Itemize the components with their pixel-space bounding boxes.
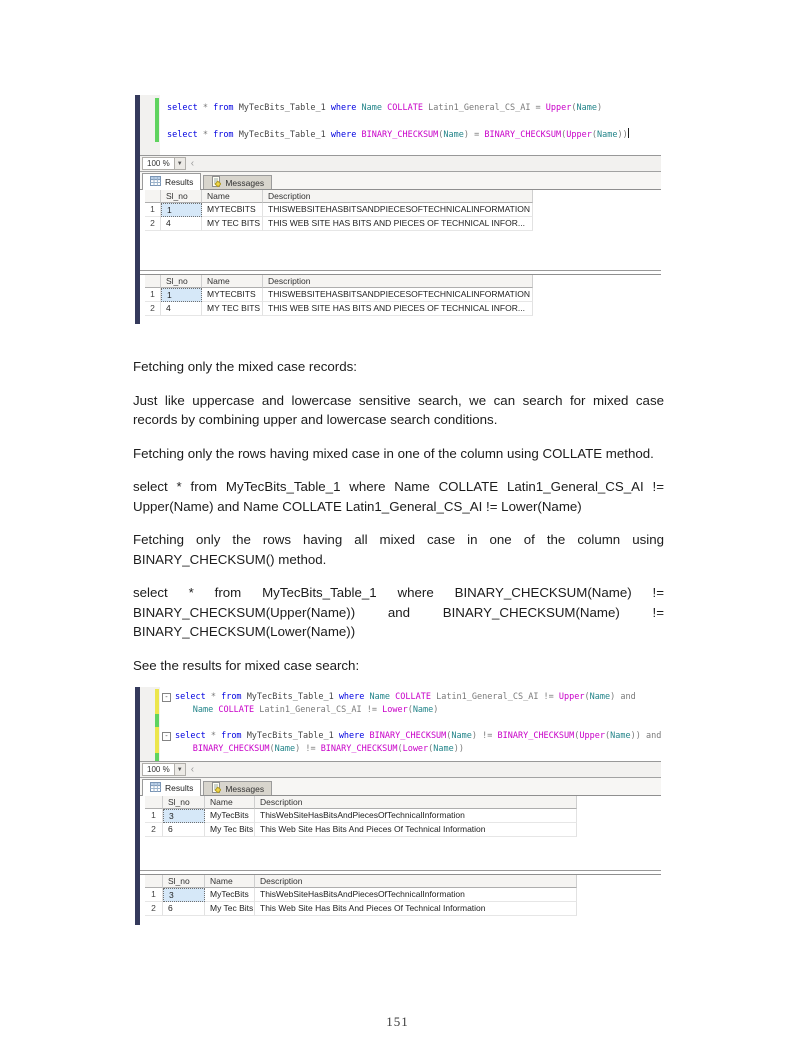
scroll-left-icon[interactable]: ‹	[190, 157, 195, 169]
results-grid-pane	[135, 795, 661, 870]
results-tab-strip	[135, 778, 661, 795]
tab-results[interactable]	[142, 779, 201, 796]
sql-token: (	[584, 692, 590, 702]
column-header-name[interactable]: Name	[205, 875, 255, 888]
data-cell[interactable]: 3	[163, 888, 205, 902]
text-cursor	[628, 128, 629, 138]
tab-label: Results	[165, 783, 194, 793]
data-cell[interactable]: 6	[163, 902, 205, 916]
column-header-description[interactable]: Description	[255, 875, 577, 888]
sql-code[interactable]	[162, 687, 661, 756]
sql-code[interactable]	[167, 95, 661, 142]
chevron-down-icon[interactable]: ▼	[175, 157, 186, 170]
tab-messages[interactable]	[203, 175, 272, 189]
sql-token: where	[338, 692, 365, 702]
sql-token	[162, 705, 193, 715]
sql-token: MyTecBits_Table_1	[246, 731, 334, 741]
code-line[interactable]	[167, 102, 661, 115]
sql-token: ))	[630, 731, 641, 741]
sql-token: Name	[412, 705, 434, 715]
row-number-cell[interactable]: 1	[145, 288, 161, 302]
paragraph-collate: Fetching only the rows having mixed case in one of the column using COLLATE method.	[133, 445, 654, 461]
tab-results[interactable]	[142, 173, 201, 190]
table-row	[145, 302, 661, 316]
sql-token: (	[438, 130, 444, 140]
table-row	[145, 888, 661, 902]
data-cell[interactable]: MY TEC BITS	[202, 302, 263, 316]
sql-token: ))	[453, 744, 465, 754]
sql-token: BINARY_CHECKSUM	[361, 130, 439, 140]
change-tracking-bar	[155, 689, 159, 714]
sql-token: Name	[369, 692, 391, 702]
sql-token: (	[574, 731, 580, 741]
sql-token: Upper	[566, 130, 592, 140]
sql-token: Name	[597, 130, 618, 140]
row-number-cell[interactable]: 2	[145, 823, 163, 837]
sql-token: select	[175, 692, 206, 702]
data-cell[interactable]: MY TEC BITS	[202, 217, 263, 231]
sql-token: Upper	[545, 103, 572, 113]
sql-token: Name	[576, 103, 597, 113]
sql-token: (	[561, 130, 567, 140]
data-cell[interactable]: 1	[161, 288, 202, 302]
sql-token: *	[205, 731, 222, 741]
results-grid-icon	[150, 782, 161, 794]
zoom-level-select[interactable]: 100 %	[142, 763, 175, 776]
sql-token: Name	[610, 731, 631, 741]
sql-token: (	[446, 731, 452, 741]
sql-token: MyTecBits_Table_1	[238, 130, 326, 140]
change-tracking-bar	[155, 98, 159, 142]
sql-token: )	[597, 103, 603, 113]
data-cell[interactable]: THISWEBSITEHASBITSANDPIECESOFTECHNICALINFORMATION	[263, 288, 533, 302]
code-line[interactable]	[167, 115, 661, 128]
window-edge-bar	[135, 95, 140, 324]
zoom-level-select[interactable]: 100 %	[142, 157, 175, 170]
grid-header-row	[145, 796, 661, 809]
data-cell[interactable]: MYTECBITS	[202, 288, 263, 302]
sql-token: and	[615, 692, 636, 702]
row-number-cell[interactable]: 2	[145, 302, 161, 316]
sql-token: where	[338, 731, 365, 741]
data-cell[interactable]: 4	[161, 217, 202, 231]
sql-token: from	[213, 130, 234, 140]
sql-token: (	[428, 744, 434, 754]
collapse-region-icon[interactable]: -	[162, 732, 171, 741]
column-header-sl_no[interactable]: Sl_no	[163, 796, 205, 809]
sql-token: Latin1_General_CS_AI !=	[430, 692, 559, 702]
page-number: 151	[386, 1014, 409, 1029]
sql-token: select	[167, 103, 198, 113]
sql-token: COLLATE	[218, 705, 255, 715]
code-line[interactable]	[167, 128, 661, 142]
row-number-cell[interactable]: 1	[145, 888, 163, 902]
results-grid-pane	[135, 189, 661, 270]
table-row	[145, 288, 661, 302]
sql-token: Lower	[402, 744, 429, 754]
results-tab-strip	[135, 172, 661, 189]
editor-statusbar	[135, 155, 661, 172]
column-header-description[interactable]: Description	[263, 190, 533, 203]
data-cell[interactable]: ThisWebSiteHasBitsAndPiecesOfTechnicalInformation	[255, 809, 577, 823]
tab-label: Messages	[225, 177, 265, 188]
sql-token: ))	[617, 130, 628, 140]
tab-label: Results	[165, 177, 194, 187]
sql-token: ) !=	[471, 731, 498, 741]
data-cell[interactable]: MYTECBITS	[202, 203, 263, 217]
chevron-down-icon[interactable]: ▼	[175, 763, 186, 776]
paragraph-heading-mixed: Fetching only the mixed case records:	[133, 359, 357, 374]
data-cell[interactable]: My Tec Bits	[205, 902, 255, 916]
sql-token: *	[197, 103, 214, 113]
grid-corner-cell[interactable]	[145, 875, 163, 888]
sql-token: BINARY_CHECKSUM	[484, 130, 562, 140]
sql-token: COLLATE	[395, 692, 431, 702]
column-header-name[interactable]: Name	[205, 796, 255, 809]
sql-token: from	[221, 731, 242, 741]
data-cell[interactable]: 6	[163, 823, 205, 837]
data-cell[interactable]: MyTecBits	[205, 809, 255, 823]
grid-header-row	[145, 875, 661, 888]
sql-token: ) !=	[295, 744, 321, 754]
sql-token: ) =	[463, 130, 485, 140]
editor-statusbar	[135, 761, 661, 778]
sql-token: (	[604, 731, 611, 741]
sql-token: COLLATE	[387, 103, 423, 113]
paragraph-query-checksum: select * from MyTecBits_Table_1 where BINARY_CHECKSUM(Name) != BINARY_CHECKSUM(Upper(Name)) and BINARY_CHECKSUM(Name) != BINARY_CHECKSUM(Lower(Name))	[133, 585, 664, 639]
ssms-screenshot-mixedcase	[135, 687, 661, 925]
results-grid-pane	[135, 874, 661, 927]
data-cell[interactable]: This Web Site Has Bits And Pieces Of Technical Information	[255, 823, 577, 837]
table-row	[145, 902, 661, 916]
data-cell[interactable]: This Web Site Has Bits And Pieces Of Technical Information	[255, 902, 577, 916]
grid-corner-cell[interactable]	[145, 275, 161, 288]
sql-token: Name	[443, 130, 464, 140]
sql-token: (	[571, 103, 577, 113]
row-number-cell[interactable]: 1	[145, 809, 163, 823]
change-tracking-bar	[155, 727, 159, 753]
row-number-cell[interactable]: 1	[145, 203, 161, 217]
ssms-screenshot-uppercase	[135, 95, 661, 324]
sql-token: BINARY_CHECKSUM	[192, 744, 270, 754]
data-cell[interactable]: ThisWebSiteHasBitsAndPiecesOfTechnicalInformation	[255, 888, 577, 902]
sql-token: from	[221, 692, 242, 702]
sql-token: Upper	[579, 731, 605, 741]
sql-token: MyTecBits_Table_1	[246, 692, 334, 702]
table-row	[145, 823, 661, 837]
sql-token: select	[175, 731, 206, 741]
table-row	[145, 203, 661, 217]
sql-token: where	[330, 130, 357, 140]
data-cell[interactable]: 3	[163, 809, 205, 823]
results-grid-pane	[135, 274, 661, 327]
data-cell[interactable]: THIS WEB SITE HAS BITS AND PIECES OF TECHNICAL INFOR...	[263, 217, 533, 231]
tab-label: Messages	[225, 783, 265, 794]
sql-token: (	[407, 705, 413, 715]
body-text	[133, 357, 664, 689]
row-number-cell[interactable]: 2	[145, 217, 161, 231]
table-row	[145, 809, 661, 823]
sql-token: Name	[361, 103, 383, 113]
table-row	[145, 217, 661, 231]
sql-token: select	[167, 130, 198, 140]
sql-token: (	[269, 744, 275, 754]
sql-token: Name	[192, 705, 214, 715]
sql-token: )	[433, 705, 439, 715]
code-line[interactable]	[162, 730, 661, 743]
sql-token: Name	[589, 692, 611, 702]
grid-corner-cell[interactable]	[145, 190, 161, 203]
change-tracking-bar	[155, 753, 159, 761]
column-header-name[interactable]: Name	[202, 190, 263, 203]
sql-editor[interactable]	[135, 95, 661, 155]
code-line[interactable]	[162, 691, 661, 704]
sql-token: BINARY_CHECKSUM	[497, 731, 575, 741]
sql-token: )	[610, 692, 616, 702]
sql-token: where	[330, 103, 357, 113]
column-header-description[interactable]: Description	[263, 275, 533, 288]
change-tracking-bar	[155, 714, 159, 727]
messages-icon	[211, 782, 221, 795]
sql-token: BINARY_CHECKSUM	[320, 744, 398, 754]
column-header-sl_no[interactable]: Sl_no	[163, 875, 205, 888]
sql-token	[162, 744, 193, 754]
data-cell[interactable]: THISWEBSITEHASBITSANDPIECESOFTECHNICALINFORMATION	[263, 203, 533, 217]
sql-token: Name	[451, 731, 472, 741]
tab-messages[interactable]	[203, 781, 272, 795]
sql-editor[interactable]	[135, 687, 661, 761]
sql-token: Lower	[382, 705, 408, 715]
grid-header-row	[145, 190, 661, 203]
sql-token: and	[640, 731, 662, 741]
grid-header-row	[145, 275, 661, 288]
row-number-cell[interactable]: 2	[145, 902, 163, 916]
sql-token: MyTecBits_Table_1	[238, 103, 326, 113]
paragraph-see-results: See the results for mixed case search:	[133, 657, 360, 673]
column-header-description[interactable]: Description	[255, 796, 577, 809]
paragraph-intro: Just like uppercase and lowercase sensitive search, we can search for mixed case records by combining upper and lowercase search conditions.	[133, 392, 664, 427]
sql-token: (	[397, 744, 403, 754]
data-cell[interactable]: 4	[161, 302, 202, 316]
code-line[interactable]	[162, 704, 661, 717]
sql-token: Latin1_General_CS_AI =	[422, 103, 546, 113]
data-cell[interactable]: MyTecBits	[205, 888, 255, 902]
column-header-sl_no[interactable]: Sl_no	[161, 190, 202, 203]
sql-token: Name	[274, 744, 296, 754]
code-line[interactable]	[162, 743, 661, 756]
code-line[interactable]	[162, 717, 661, 730]
paragraph-query-collate: select * from MyTecBits_Table_1 where Name COLLATE Latin1_General_CS_AI != Upper(Name) and Name COLLATE Latin1_General_CS_AI != Lower(Name)	[133, 479, 664, 514]
collapse-region-icon[interactable]: -	[162, 693, 171, 702]
scroll-left-icon[interactable]: ‹	[190, 763, 195, 775]
sql-token: from	[213, 103, 234, 113]
data-cell[interactable]: THIS WEB SITE HAS BITS AND PIECES OF TECHNICAL INFOR...	[263, 302, 533, 316]
sql-token: (	[591, 130, 597, 140]
sql-token: Name	[433, 744, 454, 754]
data-cell[interactable]: 1	[161, 203, 202, 217]
paragraph-checksum: Fetching only the rows having all mixed case in one of the column using BINARY_CHECKSUM() method.	[133, 532, 664, 567]
grid-corner-cell[interactable]	[145, 796, 163, 809]
column-header-sl_no[interactable]: Sl_no	[161, 275, 202, 288]
messages-icon	[211, 176, 221, 189]
data-cell[interactable]: My Tec Bits	[205, 823, 255, 837]
sql-token: Latin1_General_CS_AI !=	[254, 705, 383, 715]
sql-token: BINARY_CHECKSUM	[369, 731, 447, 741]
sql-token: *	[205, 692, 222, 702]
sql-token: *	[197, 130, 214, 140]
window-edge-bar	[135, 687, 140, 925]
results-grid-icon	[150, 176, 161, 188]
sql-token: Upper	[558, 692, 585, 702]
column-header-name[interactable]: Name	[202, 275, 263, 288]
